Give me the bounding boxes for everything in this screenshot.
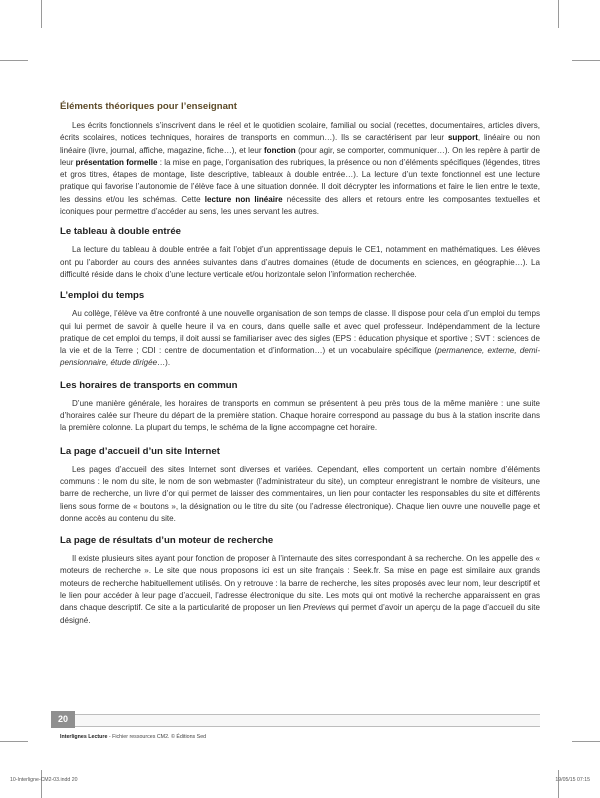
section-heading: Le tableau à double entrée	[60, 226, 182, 238]
crop-mark	[0, 60, 28, 61]
body-paragraph: Il existe plusieurs sites ayant pour fonction de proposer à l’internaute des sites correspondant à sa recherche. On les appelle des « moteurs de recherche ». Le site que nous proposons ici est un site français : Seek.fr. Sa mise en page est similaire aux grands moteurs de recherche habituellement utilisés. On y retrouve : la barre de recherche, les sites proposés avec leur nom, leur descriptif et le lien pour accéder à leur page d’accueil, l’adresse électronique du site. Les mots qui ont motivé la recherche apparaissent en gras dans chaque descriptif. Ce site a la particularité de proposer un lien Previews qui permet d’avoir un aperçu de la page d’accueil du site désigné.	[60, 554, 540, 625]
footer-bar	[60, 714, 540, 727]
section-heading: Les horaires de transports en commun	[60, 379, 238, 391]
crop-mark	[41, 770, 42, 798]
section-heading: La page d’accueil d’un site Internet	[60, 445, 220, 457]
section-heading: L’emploi du temps	[60, 290, 145, 302]
crop-mark	[558, 0, 559, 28]
crop-mark	[0, 741, 28, 742]
page-content	[60, 100, 540, 627]
section-heading: La page de résultats d’un moteur de recherche	[60, 535, 274, 547]
body-paragraph: Au collège, l’élève va être confronté à une nouvelle organisation de son temps de classe. Il dispose pour cela d’un emploi du temps qui lui permet de savoir à quelle heure il va en cours, dans quelle salle et avec quel professeur. Indépendamment de la lecture pratique de cet emploi du temps, il doit aussi se familiariser avec des sigles (EPS : éducation physique et sportive ; SVT : sciences de la vie et de la Terre ; CDI : centre de documentation et d’information…) et un vocabulaire spécifique (permanence, externe, demi-pensionnaire, étude dirigée…).	[60, 309, 540, 368]
footer-credit: Interlignes Lecture - Fichier ressources CM2. © Éditions Sed	[60, 734, 207, 740]
body-paragraph: D’une manière générale, les horaires de transports en commun se présentent à peu près tous de la même manière : une suite d’horaires calée sur l’heure du départ de la première station. Chaque horaire correspond au passage du bus à la station inscrite dans la première colonne. La plupart du temps, le schéma de la ligne accompagne cet horaire.	[60, 398, 540, 433]
crop-mark	[41, 0, 42, 28]
print-slug-date: 19/05/15 07:15	[555, 777, 590, 783]
print-slug-file: 10-Interligne-CM2-03.indd 20	[10, 777, 78, 783]
crop-mark	[572, 60, 600, 61]
crop-mark	[572, 741, 600, 742]
body-paragraph: Les pages d’accueil des sites Internet sont diverses et variées. Cependant, elles comportent un certain nombre d’éléments communs : le nom du site, le nom de son webmaster (l’administrateur du site), un compteur enregistrant le nombre de visiteurs, une barre de recherche, un livre d’or qui permet de laisser des commentaires, un lien pour contacter les responsables du site et différents liens sous forme de « boutons », la désignation ou le titre du site (ou l’adresse électronique). Chaque lien ouvre une nouvelle page et donne accès au contenu du site.	[60, 464, 540, 523]
page-number: 20	[51, 711, 75, 728]
section-heading: Éléments théoriques pour l’enseignant	[60, 101, 237, 112]
body-paragraph: La lecture du tableau à double entrée a fait l’objet d’un apprentissage depuis le CE1, notamment en mathématiques. Les élèves ont pu l’aborder au cours des années suivantes dans d’autres domaines (étude de documents en sciences, en géographie…). La difficulté réside dans le choix d’une lecture verticale et/ou horizontale selon l’information recherchée.	[60, 245, 540, 279]
body-paragraph: Les écrits fonctionnels s’inscrivent dans le réel et le quotidien scolaire, familial ou social (recettes, documentaires, articles divers, écrits scolaires, notices techniques, horaires de transports en commun…). Ils se caractérisent par leur support, linéaire ou non linéaire (livre, journal, affiche, magazine, fiche…), et leur fonction (pour agir, se comporter, communiquer…). On les repère à partir de leur présentation formelle : la mise en page, l’organisation des rubriques, la présence ou non d’éléments spécifiques (légendes, titres et gros titres, étapes de montage, liste descriptive, tableaux à double entrée…). La lecture d’un texte fonctionnel est une lecture pratique qui favorise l’autonomie de l’élève face à une situation donnée. Il doit décrypter les informations et faire le lien entre le texte, les dessins et/ou les schémas. Cette lecture non linéaire nécessite des allers et retours entre les composantes textuelles et iconiques pour permettre d’accéder au sens, les unes servant les autres.	[60, 121, 541, 217]
crop-mark	[558, 770, 559, 798]
